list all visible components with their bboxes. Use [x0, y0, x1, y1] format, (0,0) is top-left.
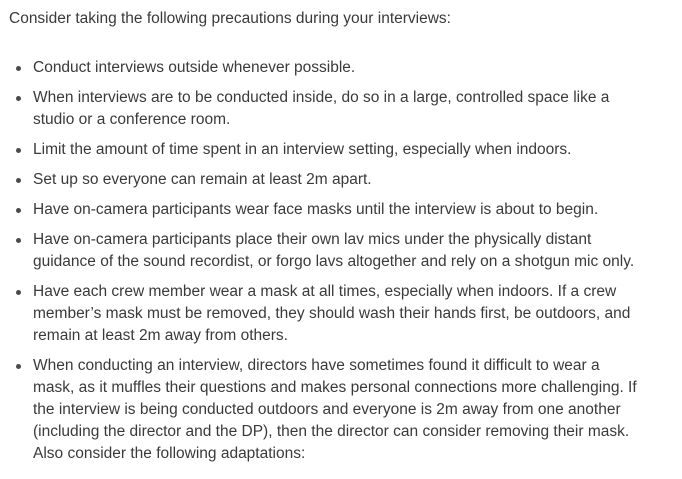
list-item [9, 87, 672, 131]
list-item-text: Set up so everyone can remain at least 2m apart. [33, 171, 372, 188]
precautions-list [9, 57, 672, 465]
bullet-icon [16, 364, 21, 369]
list-item [9, 229, 672, 273]
bullet-icon [16, 66, 21, 71]
list-item-text: When conducting an interview, directors have sometimes found it difficult to wear a mask, as it muffles their questions and makes personal connections more challenging. If the interview is being conducted outdoors and everyone is 2m away from one another (including the director and the DP), then the director can consider removing their mask. Also consider the following adaptations: [33, 357, 637, 462]
bullet-icon [16, 178, 21, 183]
bullet-icon [16, 290, 21, 295]
list-item [9, 57, 672, 79]
list-item-text: Have on-camera participants place their own lav mics under the physically distant guidance of the sound recordist, or forgo lavs altogether and rely on a shotgun mic only. [33, 231, 635, 270]
list-item [9, 169, 672, 191]
list-item-text: Have each crew member wear a mask at all times, especially when indoors. If a crew member’s mask must be removed, they should wash their hands first, be outdoors, and remain at least 2m away from others. [33, 283, 631, 344]
intro-paragraph: Consider taking the following precautions during your interviews: [9, 10, 451, 27]
list-item [9, 281, 672, 347]
bullet-icon [16, 148, 21, 153]
list-item-text: Conduct interviews outside whenever possible. [33, 59, 356, 76]
bullet-icon [16, 96, 21, 101]
list-item-text: Have on-camera participants wear face masks until the interview is about to begin. [33, 201, 599, 218]
list-item-text: When interviews are to be conducted inside, do so in a large, controlled space like a studio or a conference room. [33, 89, 610, 128]
bullet-icon [16, 238, 21, 243]
list-item-text: Limit the amount of time spent in an interview setting, especially when indoors. [33, 141, 572, 158]
bullet-icon [16, 208, 21, 213]
list-item [9, 355, 672, 465]
list-item [9, 199, 672, 221]
list-item [9, 139, 672, 161]
